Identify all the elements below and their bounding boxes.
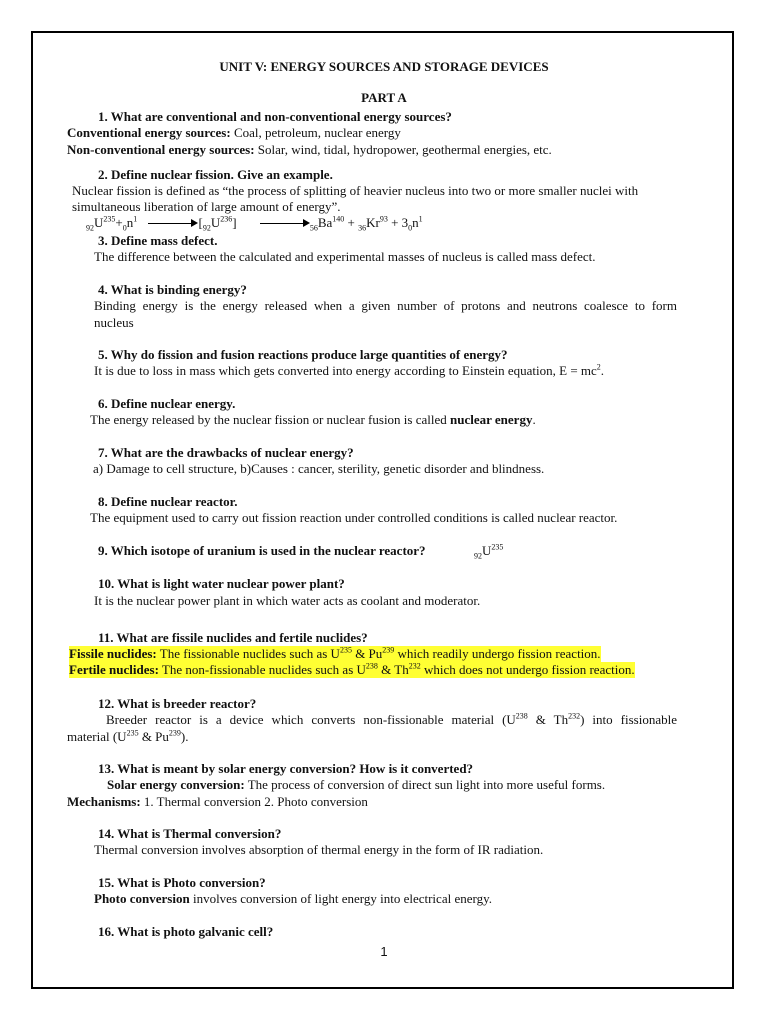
eq-n-atomic-number: 0 bbox=[122, 223, 127, 233]
answer-5-text: It is due to loss in mass which gets converted into energy according to Einstein equation, E = mc bbox=[94, 363, 597, 378]
answer-9-mass: 235 bbox=[491, 542, 504, 552]
eq-plus-2: + 3 bbox=[387, 215, 409, 230]
answer-2-line-2: simultaneous liberation of large amount of energy”. bbox=[72, 199, 341, 214]
answer-1-conventional bbox=[67, 125, 401, 141]
question-7: 7. What are the drawbacks of nuclear energy? bbox=[98, 445, 354, 460]
question-11: 11. What are fissile nuclides and fertile nuclides? bbox=[98, 630, 368, 645]
answer-14: Thermal conversion involves absorption of thermal energy in the form of IR radiation. bbox=[94, 842, 544, 857]
answer-6-bold: nuclear energy bbox=[450, 412, 533, 427]
answer-4-line-1: Binding energy is the energy released when a given number of protons and neutrons coalesce to form bbox=[94, 298, 677, 313]
question-2: 2. Define nuclear fission. Give an example. bbox=[98, 167, 333, 182]
eq-u236-atomic-number: 92 bbox=[202, 223, 211, 233]
answer-6 bbox=[90, 412, 536, 428]
question-16: 16. What is photo galvanic cell? bbox=[98, 924, 274, 939]
eq-n3-atomic-number: 0 bbox=[408, 223, 413, 233]
answer-15-bold: Photo conversion bbox=[94, 891, 190, 906]
answer-5 bbox=[94, 363, 604, 379]
answer-8: The equipment used to carry out fission reaction under controlled conditions is called nuclear reactor. bbox=[90, 510, 618, 525]
answer-12-text: Breeder reactor is a device which converts non-fissionable material (U bbox=[106, 712, 516, 727]
answer-11-fertile-th-mass: 232 bbox=[408, 661, 421, 671]
answer-6-end: . bbox=[532, 412, 536, 427]
answer-11-fissile-mid: & Pu bbox=[351, 646, 383, 661]
question-10: 10. What is light water nuclear power plant? bbox=[98, 576, 345, 591]
answer-13-solar bbox=[107, 777, 605, 793]
answer-11-fertile-text: The non-fissionable nuclides such as U bbox=[158, 662, 366, 677]
eq-n-symbol: n bbox=[126, 215, 134, 230]
answer-9-symbol: U bbox=[482, 543, 492, 558]
page-number: 1 bbox=[380, 944, 388, 959]
answer-11-fertile-label: Fertile nuclides: bbox=[69, 662, 159, 677]
eq-ba-mass: 140 bbox=[332, 214, 345, 224]
eq-u236-symbol: U bbox=[210, 215, 221, 230]
answer-15-text: involves conversion of light energy into electrical energy. bbox=[189, 891, 492, 906]
eq-u-atomic-number: 92 bbox=[86, 223, 94, 233]
answer-12-line-2-end: ). bbox=[180, 729, 189, 744]
answer-11-fissile-pu-mass: 239 bbox=[382, 645, 395, 655]
question-9: 9. Which isotope of uranium is used in the nuclear reactor? bbox=[98, 543, 426, 558]
question-15: 15. What is Photo conversion? bbox=[98, 875, 266, 890]
question-4: 4. What is binding energy? bbox=[98, 282, 247, 297]
part-heading: PART A bbox=[361, 90, 407, 105]
answer-11-fissile-end: which readily undergo fission reaction. bbox=[394, 646, 601, 661]
answer-5-end: . bbox=[600, 363, 605, 378]
question-5: 5. Why do fission and fusion reactions produce large quantities of energy? bbox=[98, 347, 508, 362]
question-1: 1. What are conventional and non-conventional energy sources? bbox=[98, 109, 452, 124]
answer-13-solar-label: Solar energy conversion: bbox=[107, 777, 245, 792]
answer-1-conventional-label: Conventional energy sources: bbox=[67, 125, 231, 140]
answer-12-line-1 bbox=[106, 712, 677, 728]
answer-10: It is the nuclear power plant in which water acts as coolant and moderator. bbox=[94, 593, 481, 608]
answer-13-mechanisms-label: Mechanisms: bbox=[67, 794, 141, 809]
answer-9-atomic-number: 92 bbox=[474, 551, 482, 561]
eq-n3-mass: 1 bbox=[418, 214, 423, 224]
answer-3: The difference between the calculated and experimental masses of nucleus is called mass defect. bbox=[94, 249, 596, 264]
fission-equation bbox=[86, 215, 423, 231]
answer-11-fissile-u-mass: 235 bbox=[339, 645, 352, 655]
answer-2-line-1: Nuclear fission is defined as “the process of splitting of heavier nucleus into two or more smaller nuclei with bbox=[72, 183, 639, 198]
answer-6-text: The energy released by the nuclear fission or nuclear fusion is called bbox=[90, 412, 451, 427]
answer-13-mechanisms-text: 1. Thermal conversion 2. Photo conversion bbox=[140, 794, 368, 809]
answer-12-u238-mass: 238 bbox=[515, 711, 528, 721]
eq-bracket-close: ] bbox=[232, 215, 237, 230]
eq-plus-1: + bbox=[344, 215, 359, 230]
answer-12-mid: & Th bbox=[527, 712, 569, 727]
answer-12-pu239-mass: 239 bbox=[168, 728, 181, 738]
eq-ba-atomic-number: 56 bbox=[309, 223, 318, 233]
eq-kr-symbol: Kr bbox=[366, 215, 380, 230]
answer-11-fissile-text: The fissionable nuclides such as U bbox=[156, 646, 340, 661]
answer-1-conventional-text: Coal, petroleum, nuclear energy bbox=[230, 125, 401, 140]
eq-kr-mass: 93 bbox=[379, 214, 388, 224]
answer-9 bbox=[474, 543, 503, 559]
answer-1-nonconventional-text: Solar, wind, tidal, hydropower, geothermal energies, etc. bbox=[254, 142, 552, 157]
answer-12-line-2 bbox=[67, 729, 189, 745]
answer-11-fertile bbox=[69, 662, 635, 678]
answer-12-line-1-end: ) into fissionable bbox=[580, 712, 677, 727]
answer-4-line-2: nucleus bbox=[94, 315, 134, 330]
answer-11-fertile-mid: & Th bbox=[377, 662, 409, 677]
document-title: UNIT V: ENERGY SOURCES AND STORAGE DEVICES bbox=[219, 59, 549, 74]
question-3: 3. Define mass defect. bbox=[98, 233, 218, 248]
question-6: 6. Define nuclear energy. bbox=[98, 396, 236, 411]
answer-13-mechanisms bbox=[67, 794, 368, 810]
question-12: 12. What is breeder reactor? bbox=[98, 696, 257, 711]
answer-5-exponent: 2 bbox=[596, 362, 601, 372]
answer-1-nonconventional-label: Non-conventional energy sources: bbox=[67, 142, 255, 157]
reaction-arrow-icon bbox=[260, 219, 310, 229]
answer-7: a) Damage to cell structure, b)Causes : cancer, sterility, genetic disorder and blindness. bbox=[93, 461, 545, 476]
answer-11-fertile-end: which does not undergo fission reaction. bbox=[420, 662, 635, 677]
eq-u236-mass: 236 bbox=[220, 214, 233, 224]
eq-plus: + bbox=[115, 215, 123, 230]
answer-12-u235-mass: 235 bbox=[126, 728, 139, 738]
answer-15 bbox=[94, 891, 492, 907]
question-14: 14. What is Thermal conversion? bbox=[98, 826, 282, 841]
reaction-arrow-icon bbox=[148, 219, 198, 229]
answer-11-fertile-u-mass: 238 bbox=[365, 661, 378, 671]
eq-n3-symbol: n bbox=[412, 215, 419, 230]
eq-u-mass: 235 bbox=[103, 214, 116, 224]
answer-13-solar-text: The process of conversion of direct sun light into more useful forms. bbox=[244, 777, 606, 792]
eq-kr-atomic-number: 36 bbox=[358, 223, 367, 233]
answer-11-fissile-label: Fissile nuclides: bbox=[69, 646, 157, 661]
answer-12-line-2-text: material (U bbox=[67, 729, 127, 744]
eq-u-symbol: U bbox=[94, 215, 104, 230]
eq-ba-symbol: Ba bbox=[317, 215, 333, 230]
answer-11-fissile bbox=[69, 646, 601, 662]
answer-1-nonconventional bbox=[67, 142, 552, 158]
answer-12-line-2-mid: & Pu bbox=[138, 729, 169, 744]
eq-n-mass: 1 bbox=[133, 214, 138, 224]
question-8: 8. Define nuclear reactor. bbox=[98, 494, 238, 509]
answer-12-th232-mass: 232 bbox=[568, 711, 581, 721]
eq-bracket-open: [ bbox=[198, 215, 203, 230]
question-13: 13. What is meant by solar energy conversion? How is it converted? bbox=[98, 761, 474, 776]
